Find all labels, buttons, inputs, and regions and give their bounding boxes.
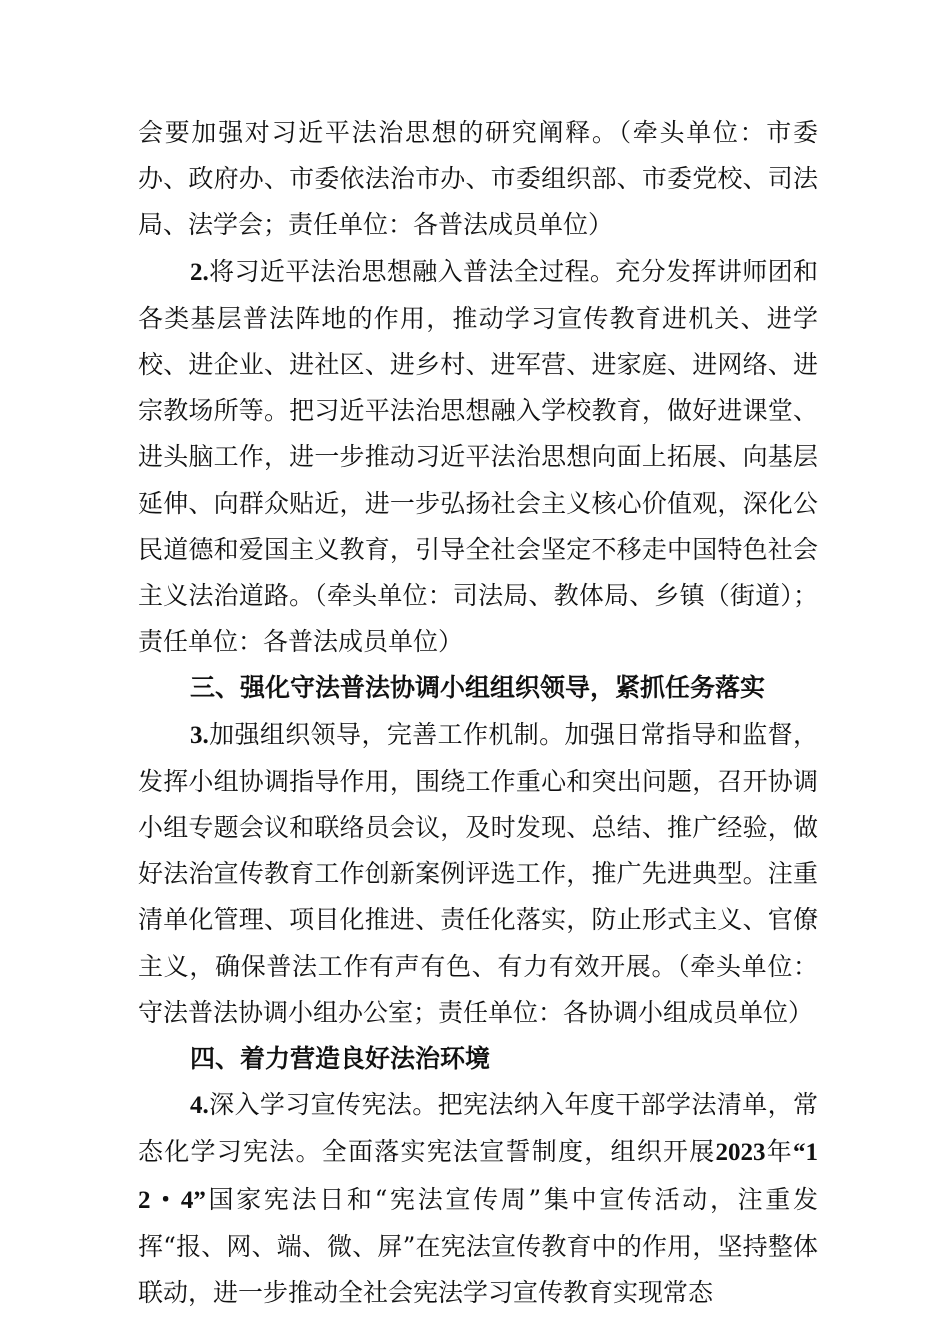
paragraph-text: 将习近平法治思想融入普法全过程。充分发挥讲师团和各类基层普法阵地的作用，推动学习宣传教育进机关、进学校、进企业、进社区、进乡村、进军营、进家庭、进网络、进宗教场所等。把习近平法治思想融入学校教育，做好进课堂、进头脑工作，进一步推动习近平法治思想向面上拓展、向基层延伸、向群众贴近，进一步弘扬社会主义核心价值观，深化公民道德和爱国主义教育，引导全社会坚定不移走中国特色社会主义法治道路。（牵头单位：司法局、教体局、乡镇（街道）；责任单位：各普法成员单位） xyxy=(138,256,818,657)
paragraph-item-2 xyxy=(138,249,818,666)
item-number: 4. xyxy=(190,1092,209,1120)
paragraph-continuation: 会要加强对习近平法治思想的研究阐释。（牵头单位：市委办、政府办、市委依法治市办、市委组织部、市委党校、司法局、法学会；责任单位：各普法成员单位） xyxy=(138,118,818,240)
paragraph-item-4 xyxy=(138,1082,818,1316)
year-number: 2023 xyxy=(715,1139,766,1167)
paragraph-text: 年 xyxy=(765,1137,793,1167)
paragraph-item-3 xyxy=(138,712,818,1036)
item-number: 3. xyxy=(190,721,209,749)
paragraph-text: 深入学习宣传宪法。把宪法纳入年度干部学法清单，常态化学习宪法。全面落实宪法宣誓制度，组织开展 xyxy=(138,1090,818,1167)
document-page xyxy=(138,110,818,1316)
section-heading-3: 三、强化守法普法协调小组组织领导，紧抓任务落实 xyxy=(190,673,766,703)
paragraph-text: 加强组织领导，完善工作机制。加强日常指导和监督，发挥小组协调指导作用，围绕工作重心和突出问题，召开协调小组专题会议和联络员会议，及时发现、总结、推广经验，做好法治宣传教育工作创新案例评选工作，推广先进典型。注重清单化管理、项目化推进、责任化落实，防止形式主义、官僚主义，确保普法工作有声有色、有力有效开展。（牵头单位：守法普法协调小组办公室；责任单位：各协调小组成员单位） xyxy=(138,719,818,1027)
section-heading-4: 四、着力营造良好法治环境 xyxy=(190,1044,491,1074)
paragraph-text: 国家宪法日和“宪法宣传周”集中宣传活动，注重发挥“报、网、端、微、屏”在宪法宣传教育中的作用，坚持整体联动，进一步推动全社会宪法学习宣传教育实现常态 xyxy=(138,1184,818,1308)
constitution-day-date: “12・4” xyxy=(138,1139,818,1214)
item-number: 2. xyxy=(190,258,209,286)
